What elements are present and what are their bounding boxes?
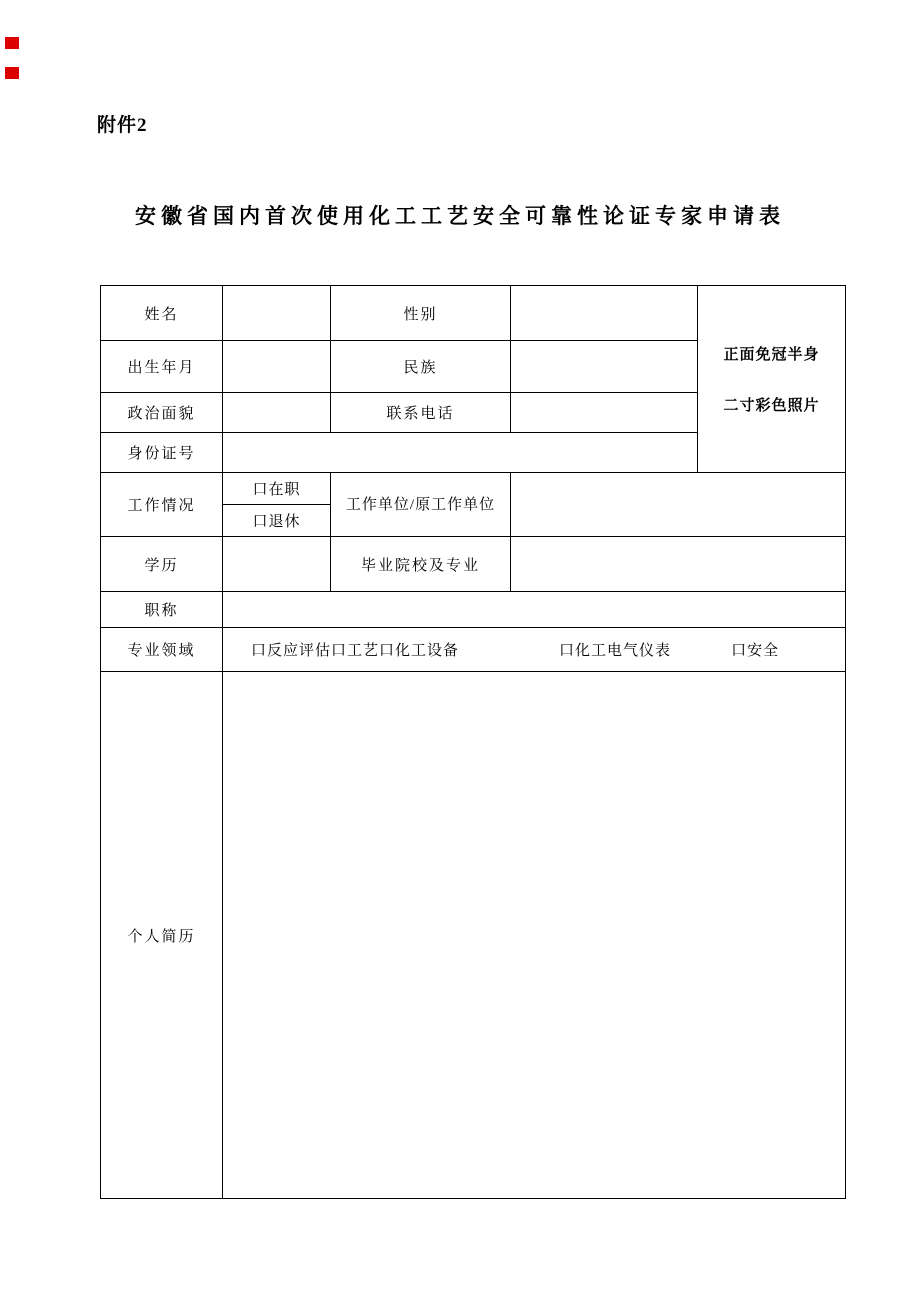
- ethnicity-input-cell[interactable]: [511, 341, 698, 393]
- attachment-label: 附件2: [97, 115, 148, 136]
- gender-label: 性别: [331, 286, 511, 341]
- table-row-work-status-employed: [101, 473, 846, 505]
- phone-label: 联系电话: [331, 393, 511, 433]
- table-row-resume: [101, 672, 846, 1199]
- professional-field-options-cell: [223, 628, 846, 672]
- job-title-label: 职称: [101, 592, 223, 628]
- table-row-name: [101, 286, 846, 341]
- school-major-input-cell[interactable]: [511, 537, 846, 592]
- option-safety[interactable]: 口安全: [731, 643, 780, 659]
- political-status-input-cell[interactable]: [223, 393, 331, 433]
- name-input-cell[interactable]: [223, 286, 331, 341]
- gender-input-cell[interactable]: [511, 286, 698, 341]
- table-row-professional-field: [101, 628, 846, 672]
- education-input-cell[interactable]: [223, 537, 331, 592]
- id-number-label: 身份证号: [101, 433, 223, 473]
- birth-label: 出生年月: [101, 341, 223, 393]
- option-process[interactable]: 口工艺: [331, 643, 380, 659]
- option-electrical-instrumentation[interactable]: 口化工电气仪表: [559, 643, 672, 659]
- job-title-input-cell[interactable]: [223, 592, 846, 628]
- education-label: 学历: [101, 537, 223, 592]
- photo-placeholder-cell: [698, 286, 846, 473]
- school-major-label: 毕业院校及专业: [331, 537, 511, 592]
- table-row-job-title: [101, 592, 846, 628]
- id-number-input-cell[interactable]: [223, 433, 698, 473]
- professional-field-label: 专业领域: [101, 628, 223, 672]
- form-title: 安徽省国内首次使用化工工艺安全可靠性论证专家申请表: [135, 204, 785, 228]
- work-unit-label: 工作单位/原工作单位: [331, 473, 511, 537]
- resume-input-cell[interactable]: [223, 672, 846, 1199]
- red-mark-bottom: [5, 67, 19, 79]
- work-status-label: 工作情况: [101, 473, 223, 537]
- option-reaction-evaluation[interactable]: 口反应评估: [251, 643, 332, 659]
- name-label: 姓名: [101, 286, 223, 341]
- political-status-label: 政治面貌: [101, 393, 223, 433]
- photo-note-line2: 二寸彩色照片: [723, 398, 820, 414]
- phone-input-cell[interactable]: [511, 393, 698, 433]
- resume-label: 个人简历: [101, 672, 223, 1199]
- photo-note-line1: 正面免冠半身: [723, 347, 820, 363]
- application-form-table: [100, 285, 846, 1199]
- ethnicity-label: 民族: [331, 341, 511, 393]
- red-mark-top: [5, 37, 19, 49]
- employed-checkbox-option[interactable]: 口在职: [223, 473, 331, 505]
- retired-checkbox-option[interactable]: 口退休: [223, 505, 331, 537]
- birth-input-cell[interactable]: [223, 341, 331, 393]
- work-unit-input-cell[interactable]: [511, 473, 846, 537]
- table-row-education: [101, 537, 846, 592]
- option-chemical-equipment[interactable]: 口化工设备: [379, 643, 460, 659]
